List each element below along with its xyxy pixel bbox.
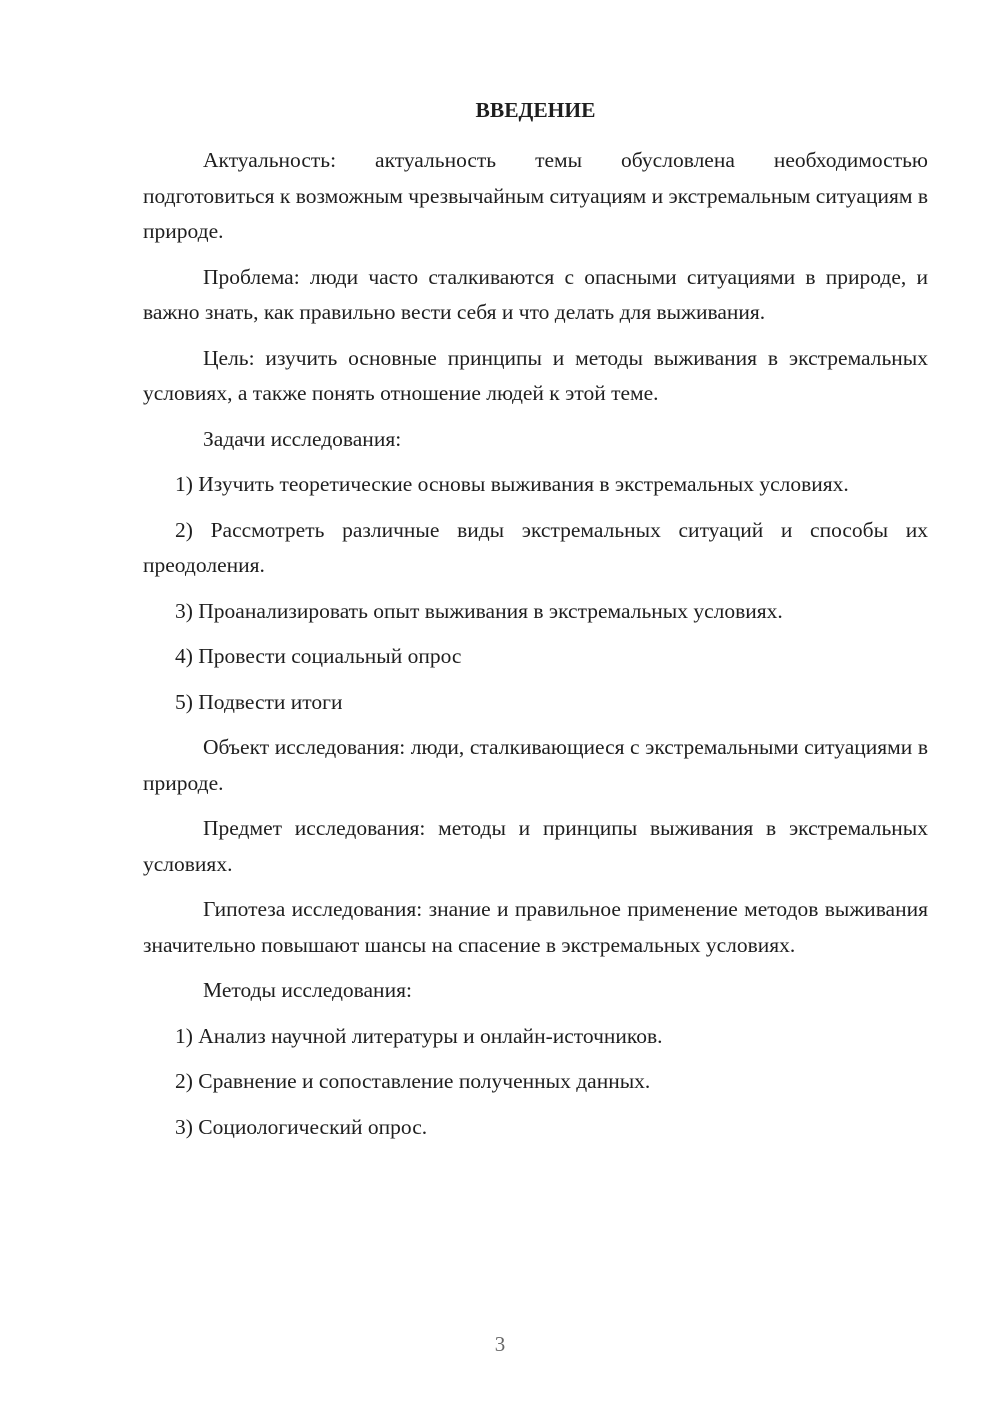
hypothesis-paragraph: Гипотеза исследования: знание и правильное применение методов выживания значительно повышают шансы на спасение в экстремальных условиях.: [143, 897, 928, 957]
goal-paragraph: Цель: изучить основные принципы и методы выживания в экстремальных условиях, а также понять отношение людей к этой теме.: [143, 345, 928, 405]
method-item-1: 1) Анализ научной литературы и онлайн-источников.: [175, 1023, 663, 1048]
method-item-3: 3) Социологический опрос.: [175, 1114, 428, 1139]
task-item-5: 5) Подвести итоги: [175, 689, 343, 714]
task-item-1: 1) Изучить теоретические основы выживания в экстремальных условиях.: [175, 472, 849, 496]
object-paragraph: Объект исследования: люди, сталкивающиеся с экстремальными ситуациями в природе.: [143, 735, 928, 795]
task-item-2: 2) Рассмотреть различные виды экстремальных ситуаций и способы их преодоления.: [143, 517, 928, 577]
tasks-heading: Задачи исследования:: [203, 426, 402, 451]
problem-paragraph: Проблема: люди часто сталкиваются с опасными ситуациями в природе, и важно знать, как правильно вести себя и что делать для выживания.: [143, 264, 928, 324]
page-number: 3: [494, 1332, 506, 1356]
page-title: ВВЕДЕНИЕ: [475, 98, 596, 122]
relevance-paragraph: Актуальность: актуальность темы обусловлена необходимостью подготовиться к возможным чрезвычайным ситуациям и экстремальным ситуациям в природе.: [143, 148, 928, 243]
method-item-2: 2) Сравнение и сопоставление полученных данных.: [175, 1069, 651, 1093]
methods-heading: Методы исследования:: [203, 978, 412, 1002]
task-item-3: 3) Проанализировать опыт выживания в экстремальных условиях.: [175, 598, 783, 623]
subject-paragraph: Предмет исследования: методы и принципы выживания в экстремальных условиях.: [143, 816, 928, 876]
document-page: [143, 94, 928, 1155]
task-item-4: 4) Провести социальный опрос: [175, 644, 462, 668]
